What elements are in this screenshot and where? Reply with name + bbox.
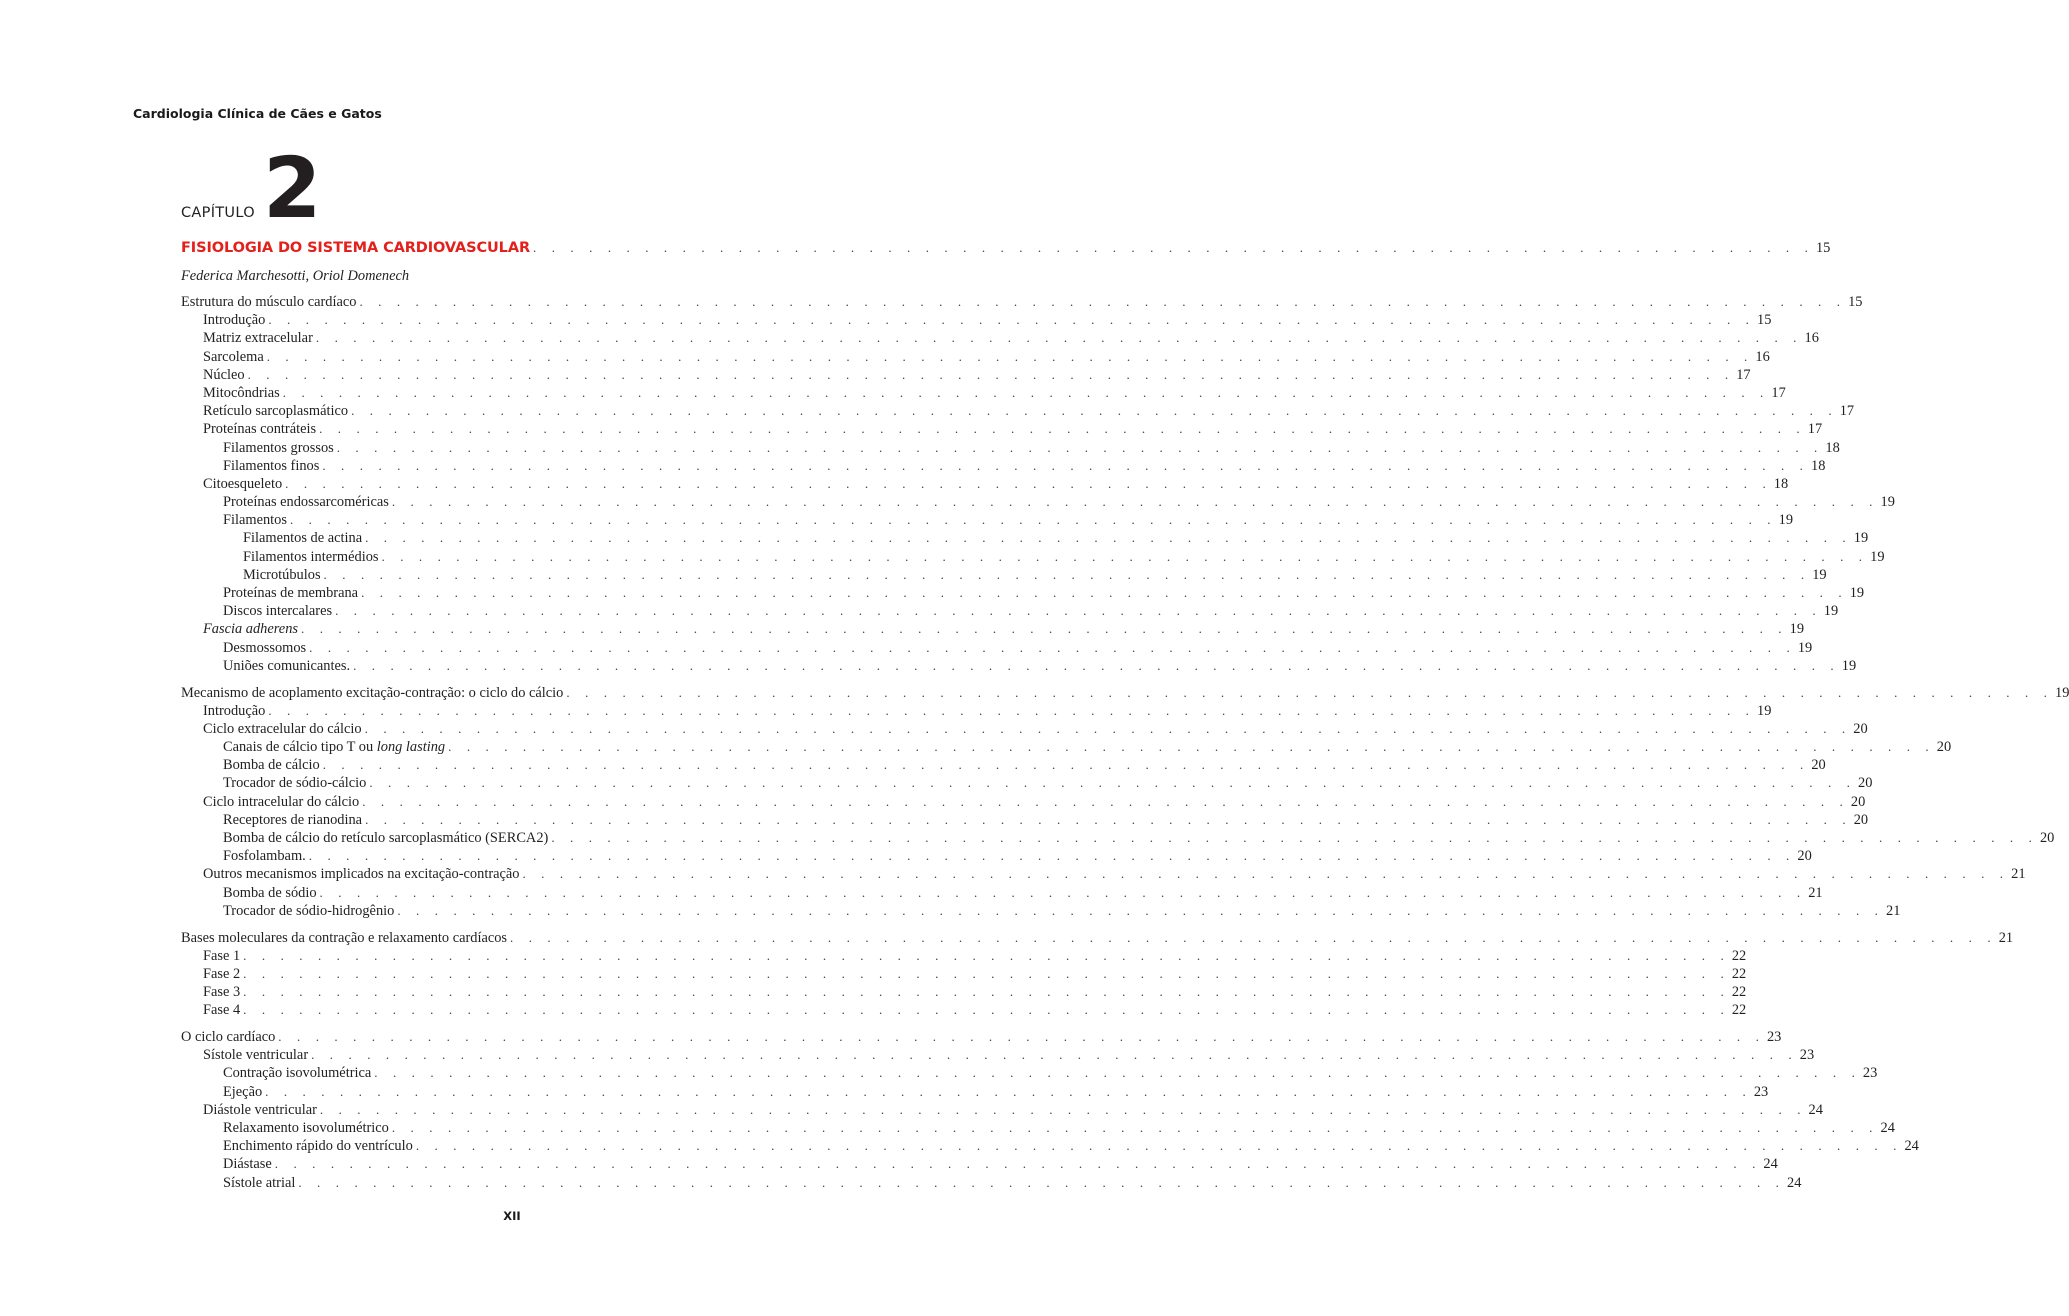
chapter-number: 2 <box>263 139 319 237</box>
toc-entry-title <box>223 1174 295 1192</box>
toc-entry-title <box>223 493 389 511</box>
toc-entry-title <box>223 657 350 675</box>
toc-entry-text: Diástole ventricular <box>203 1101 317 1118</box>
toc-entry-text: Mitocôndrias <box>203 384 280 401</box>
toc-entry-text: Matriz extracelular <box>203 330 313 347</box>
dot-leader: . . . . . . . . . . . . . . . . . . . . . . . . . . . . . . . . . . . . . . . . . . . . . . . . . . . . . . . . . . . . . . . . . . . . . <box>533 240 1814 255</box>
toc-entry-page-number: 23 <box>1862 1065 1878 1082</box>
toc-entry-page-number: 22 <box>1731 965 1747 982</box>
dot-leader: . . . . . . . . . . . . . . . . . . . . . . . . . . . . . . . . . . . . . . . . . . . . . . . . . . . . . . . . . . . . . . . . . . . . . . . . . . . . . . . . <box>335 603 1822 619</box>
toc-entry-title <box>223 639 306 657</box>
toc-entry-text: Introdução <box>203 312 266 329</box>
toc-entry-text: Canais de cálcio tipo T ou <box>223 739 377 756</box>
toc-entry[interactable] <box>181 402 1855 420</box>
toc-entry-title <box>223 1083 262 1101</box>
toc-entry-page-number: 20 <box>1811 757 1826 774</box>
dot-leader: . . . . . . . . . . . . . . . . . . . . . . . . . . . . . . . . . . . . . . . . . . . . . . . . . . . . . . . . . . . . . . . . . . . . . . . . . . . . . . . . <box>243 965 1730 981</box>
toc-entry[interactable] <box>181 1083 1769 1101</box>
running-head: Cardiologia Clínica de Cães e Gatos <box>133 106 382 121</box>
dot-leader: . . . . . . . . . . . . . . . . . . . . . . . . . . . . . . . . . . . . . . . . . . . . . . . . . . . . . . . . . . . . . . . . . . . . . . . . . . . . . . . . <box>351 403 1838 419</box>
toc-entry-text: Trocador de sódio-hidrogênio <box>223 902 395 919</box>
dot-leader: . . . . . . . . . . . . . . . . . . . . . . . . . . . . . . . . . . . . . . . . . . . . . . . . . . . . . . . . . . . . . . . . . . . . . . . . . . . . . . . . <box>362 793 1849 809</box>
dot-leader: . . . . . . . . . . . . . . . . . . . . . . . . . . . . . . . . . . . . . . . . . . . . . . . . . . . . . . . . . . . . . . . . . . . . . . . . . . . . . . . . <box>374 1065 1861 1081</box>
toc-entry-text: Bomba de cálcio <box>223 757 320 774</box>
dot-leader: . . . . . . . . . . . . . . . . . . . . . . . . . . . . . . . . . . . . . . . . . . . . . . . . . . . . . . . . . . . . . . . . . . . . . . . . . . . . . . . . <box>353 657 1840 673</box>
dot-leader: . . . . . . . . . . . . . . . . . . . . . . . . . . . . . . . . . . . . . . . . . . . . . . . . . . . . . . . . . . . . . . . . . . . . . . . . . . . . . . . . <box>322 457 1809 473</box>
toc-entry-text: Proteínas endossarcoméricas <box>223 494 389 511</box>
toc-entry-title <box>223 1064 371 1082</box>
dot-leader: . . . . . . . . . . . . . . . . . . . . . . . . . . . . . . . . . . . . . . . . . . . . . . . . . . . . . . . . . . . . . . . . . . . . . . . . . . . . . . . . <box>551 830 2038 846</box>
dot-leader: . . . . . . . . . . . . . . . . . . . . . . . . . . . . . . . . . . . . . . . . . . . . . . . . . . . . . . . . . . . . . . . . . . . . . . . . . . . . . . . . <box>309 639 1796 655</box>
toc-entry-page-number: 18 <box>1825 439 1840 456</box>
toc-entry-page-number: 19 <box>1849 585 1865 601</box>
toc-entry-page-number: 19 <box>1880 494 1895 511</box>
toc-entry-page-number: 24 <box>1808 1101 1823 1118</box>
toc-entry-page-number: 23 <box>1766 1029 1782 1046</box>
dot-leader: . . . . . . . . . . . . . . . . . . . . . . . . . . . . . . . . . . . . . . . . . . . . . . . . . . . . . . . . . . . . . . . . . . . . . . . . . . . . . . . . <box>336 439 1824 455</box>
toc-entry[interactable] <box>181 1155 1778 1173</box>
toc-entry-title <box>203 366 245 384</box>
toc-entry-title <box>223 811 362 829</box>
dot-leader: . . . . . . . . . . . . . . . . . . . . . . . . . . . . . . . . . . . . . . . . . . . . . . . . . . . . . . . . . . . . . . . . . . . . . . . . . . . . . . . . <box>243 947 1730 963</box>
dot-leader: . . . . . . . . . . . . . . . . . . . . . . . . . . . . . . . . . . . . . . . . . . . . . . . . . . . . . . . . . . . . . . . . . . . . . . . . . . . . . . . . <box>381 548 1869 564</box>
toc-entry-title <box>223 902 394 920</box>
toc-entry-page-number: 18 <box>1773 475 1789 492</box>
toc-entry-page-number: 19 <box>1870 548 1885 565</box>
dot-leader: . . . . . . . . . . . . . . . . . . . . . . . . . . . . . . . . . . . . . . . . . . . . . . . . . . . . . . . . . . . . . . . . . . . . . . . . . . . . . . . . <box>566 684 2054 700</box>
toc-entry[interactable] <box>181 384 1786 402</box>
toc-entry[interactable] <box>181 584 1865 602</box>
toc-entry[interactable] <box>181 329 1819 347</box>
toc-entry-title <box>243 529 362 547</box>
chapter-title-entry[interactable] <box>181 237 1831 259</box>
toc-entry-page-number: 21 <box>2011 866 2026 883</box>
toc-entry-text: Fase 4 <box>203 1002 241 1019</box>
toc-entry-page-number: 17 <box>1771 384 1786 401</box>
toc-entry-title <box>181 293 356 311</box>
dot-leader: . . . . . . . . . . . . . . . . . . . . . . . . . . . . . . . . . . . . . . . . . . . . . . . . . . . . . . . . . . . . . . . . . . . . . . . . . . . . . . . . <box>448 739 1935 755</box>
toc-entry-title <box>203 348 264 366</box>
toc-entry-text: Introdução <box>203 702 266 719</box>
toc-entry-page-number: 23 <box>1799 1047 1815 1064</box>
toc-entry[interactable] <box>181 720 1868 738</box>
toc-entry[interactable] <box>181 420 1823 438</box>
toc-entry-page-number: 19 <box>1789 621 1805 638</box>
toc-entry-text: Proteínas contráteis <box>203 421 317 438</box>
dot-leader: . . . . . . . . . . . . . . . . . . . . . . . . . . . . . . . . . . . . . . . . . . . . . . . . . . . . . . . . . . . . . . . . . . . . . . . . . . . . . . . . <box>369 775 1856 791</box>
toc-entry-text: Fosfolambam. <box>223 848 306 865</box>
toc-entry-title <box>223 884 317 902</box>
toc-entry-text: Outros mecanismos implicados na excitação-contração <box>203 866 520 883</box>
toc-entry[interactable] <box>181 311 1772 329</box>
toc-entry-title <box>181 684 563 702</box>
toc-entry-title <box>223 1155 272 1173</box>
toc-entry[interactable] <box>181 738 1952 756</box>
toc-entry-title <box>203 793 359 811</box>
toc-entry[interactable] <box>181 811 1869 829</box>
dot-leader: . . . . . . . . . . . . . . . . . . . . . . . . . . . . . . . . . . . . . . . . . . . . . . . . . . . . . . . . . . . . . . . . . . . . . . . . . . . . . . . . <box>278 1029 1765 1045</box>
dot-leader: . . . . . . . . . . . . . . . . . . . . . . . . . . . . . . . . . . . . . . . . . . . . . . . . . . . . . . . . . . . . . . . . . . . . . . . . . . . . . . . . <box>415 1138 1903 1154</box>
toc-entry-title <box>181 1028 275 1046</box>
toc-entry[interactable] <box>181 793 1866 811</box>
toc-entry[interactable] <box>181 847 1812 865</box>
table-of-contents <box>181 237 2069 1192</box>
toc-entry-text: Filamentos grossos <box>223 439 334 456</box>
dot-leader: . . . . . . . . . . . . . . . . . . . . . . . . . . . . . . . . . . . . . . . . . . . . . . . . . . . . . . . . . . . . . . . . . . . . . . . . . . . . . . . . <box>319 421 1806 437</box>
dot-leader: . . . . . . . . . . . . . . . . . . . . . . . . . . . . . . . . . . . . . . . . . . . . . . . . . . . . . . . . . . . . . . . . . . . . . . . . . . . . . . . . <box>359 294 1847 309</box>
toc-entry-text: Filamentos intermédios <box>243 548 379 565</box>
toc-entry-page-number: 20 <box>1797 848 1812 865</box>
toc-entry[interactable] <box>181 684 2069 702</box>
dot-leader: . . . . . . . . . . . . . . . . . . . . . . . . . . . . . . . . . . . . . . . . . . . . . . . . . . . . . . . . . . . . . . . . . . . . . . . . . . . . . . . . <box>289 512 1777 528</box>
toc-entry-title <box>223 774 366 792</box>
dot-leader: . . . . . . . . . . . . . . . . . . . . . . . . . . . . . . . . . . . . . . . . . . . . . . . . . . . . . . . . . . . . . . . . . . . . . . . . . . . . . . . . <box>319 884 1807 900</box>
toc-entry-page-number: 20 <box>1936 739 1952 756</box>
dot-leader: . . . . . . . . . . . . . . . . . . . . . . . . . . . . . . . . . . . . . . . . . . . . . . . . . . . . . . . . . . . . . . . . . . . . . . . . . . . . . . . . <box>298 1174 1785 1190</box>
toc-entry[interactable] <box>181 865 2026 883</box>
dot-leader: . . . . . . . . . . . . . . . . . . . . . . . . . . . . . . . . . . . . . . . . . . . . . . . . . . . . . . . . . . . . . . . . . . . . . . . . . . . . . . . . <box>315 330 1803 346</box>
toc-entry-text: Fase 2 <box>203 965 241 982</box>
toc-entry-page-number: 15 <box>1757 312 1772 329</box>
toc-entry-title <box>203 947 240 965</box>
toc-entries <box>181 293 2069 1192</box>
dot-leader: . . . . . . . . . . . . . . . . . . . . . . . . . . . . . . . . . . . . . . . . . . . . . . . . . . . . . . . . . . . . . . . . . . . . . . . . . . . . . . . . <box>285 475 1772 491</box>
toc-entry-text: Ciclo intracelular do cálcio <box>203 793 360 810</box>
toc-entry[interactable] <box>181 1064 1878 1082</box>
toc-entry[interactable] <box>181 774 1873 792</box>
toc-entry[interactable] <box>181 829 2055 847</box>
toc-entry-text: Contração isovolumétrica <box>223 1065 372 1082</box>
toc-entry-text: Ciclo extracelular do cálcio <box>203 720 362 737</box>
toc-entry-italic-text: long lasting <box>376 739 446 756</box>
toc-entry[interactable] <box>181 1137 1919 1155</box>
toc-entry-text: Filamentos finos <box>223 457 320 474</box>
toc-entry-title <box>223 829 548 847</box>
toc-entry-text: Enchimento rápido do ventrículo <box>223 1138 413 1155</box>
toc-entry-title <box>203 1046 308 1064</box>
toc-entry-page-number: 18 <box>1811 457 1826 474</box>
dot-leader: . . . . . . . . . . . . . . . . . . . . . . . . . . . . . . . . . . . . . . . . . . . . . . . . . . . . . . . . . . . . . . . . . . . . . . . . . . . . . . . . <box>266 348 1754 364</box>
toc-entry-text: Estrutura do músculo cardíaco <box>181 294 357 310</box>
toc-entry[interactable] <box>181 983 1747 1001</box>
dot-leader: . . . . . . . . . . . . . . . . . . . . . . . . . . . . . . . . . . . . . . . . . . . . . . . . . . . . . . . . . . . . . . . . . . . . . . . . . . . . . . . . <box>323 566 1811 582</box>
toc-entry-page-number: 16 <box>1804 330 1819 347</box>
toc-entry-title <box>203 1001 240 1019</box>
toc-entry-text: Sístole atrial <box>223 1174 296 1191</box>
toc-entry-page-number: 19 <box>1812 566 1827 583</box>
toc-entry[interactable] <box>181 1001 1747 1019</box>
toc-entry-title <box>203 865 519 883</box>
toc-entry-page-number: 16 <box>1755 348 1770 365</box>
toc-entry-text: Fase 3 <box>203 984 241 1001</box>
toc-entry-page-number: 23 <box>1753 1083 1769 1100</box>
toc-entry-page-number: 20 <box>1853 720 1868 737</box>
dot-leader: . . . . . . . . . . . . . . . . . . . . . . . . . . . . . . . . . . . . . . . . . . . . . . . . . . . . . . . . . . . . . . . . . . . . . . . . . . . . . . . . <box>301 621 1788 637</box>
dot-leader: . . . . . . . . . . . . . . . . . . . . . . . . . . . . . . . . . . . . . . . . . . . . . . . . . . . . . . . . . . . . . . . . . . . . . . . . . . . . . . . . <box>265 1083 1752 1099</box>
toc-entry[interactable] <box>181 1101 1823 1119</box>
toc-entry-page-number: 22 <box>1731 984 1747 1001</box>
dot-leader: . . . . . . . . . . . . . . . . . . . . . . . . . . . . . . . . . . . . . . . . . . . . . . . . . . . . . . . . . . . . . . . . . . . . . . . . . . . . . . . . <box>243 1002 1730 1018</box>
toc-entry[interactable] <box>181 965 1747 983</box>
toc-entry-text: Fascia adherens <box>203 621 298 638</box>
toc-entry-text: Núcleo <box>203 366 245 383</box>
toc-entry[interactable] <box>181 947 1747 965</box>
toc-entry-title <box>243 566 321 584</box>
toc-entry[interactable] <box>181 548 1885 566</box>
dot-leader: . . . . . . . . . . . . . . . . . . . . . . . . . . . . . . . . . . . . . . . . . . . . . . . . . . . . . . . . . . . . . . . . . . . . . . . . . . . . . . . . <box>361 585 1848 600</box>
toc-entry[interactable] <box>181 657 1857 675</box>
toc-entry[interactable] <box>181 756 1826 774</box>
toc-entry-page-number: 17 <box>1736 366 1751 383</box>
dot-leader: . . . . . . . . . . . . . . . . . . . . . . . . . . . . . . . . . . . . . . . . . . . . . . . . . . . . . . . . . . . . . . . . . . . . . . . . . . . . . . . . <box>311 1047 1798 1063</box>
dot-leader: . . . . . . . . . . . . . . . . . . . . . . . . . . . . . . . . . . . . . . . . . . . . . . . . . . . . . . . . . . . . . . . . . . . . . . . . . . . . . . . . <box>391 1120 1879 1136</box>
toc-entry[interactable] <box>181 702 1772 720</box>
toc-entry-text: Retículo sarcoplasmático <box>203 403 349 420</box>
toc-entry-text: Desmossomos <box>223 639 307 656</box>
toc-entry-text: Sarcolema <box>203 348 264 365</box>
toc-entry-title <box>223 847 306 865</box>
toc-entry-page-number: 19 <box>1823 603 1839 620</box>
dot-leader: . . . . . . . . . . . . . . . . . . . . . . . . . . . . . . . . . . . . . . . . . . . . . . . . . . . . . . . . . . . . . . . . . . . . . . . . . . . . . . . . <box>268 702 1755 718</box>
toc-entry-text: Relaxamento isovolumétrico <box>223 1120 389 1137</box>
toc-entry-text: Receptores de rianodina <box>223 811 363 828</box>
toc-entry-title <box>181 929 507 947</box>
dot-leader: . . . . . . . . . . . . . . . . . . . . . . . . . . . . . . . . . . . . . . . . . . . . . . . . . . . . . . . . . . . . . . . . . . . . . . . . . . . . . . . . <box>268 312 1755 328</box>
toc-entry-page-number: 19 <box>1778 512 1794 529</box>
toc-entry-title <box>203 420 316 438</box>
toc-entry[interactable] <box>181 1119 1895 1137</box>
toc-entry-title <box>203 702 265 720</box>
toc-entry-text: Fase 1 <box>203 947 241 964</box>
toc-entry-page-number: 22 <box>1731 1002 1747 1019</box>
toc-entry-title <box>223 584 358 602</box>
dot-leader: . . . . . . . . . . . . . . . . . . . . . . . . . . . . . . . . . . . . . . . . . . . . . . . . . . . . . . . . . . . . . . . . . . . . . . . . . . . . . . . . <box>397 902 1884 918</box>
toc-entry[interactable] <box>181 566 1827 584</box>
toc-entry-page-number: 20 <box>2039 830 2055 847</box>
toc-entry-text: Microtúbulos <box>243 566 321 583</box>
toc-entry-page-number: 17 <box>1807 421 1823 438</box>
toc-entry-title <box>223 511 287 529</box>
toc-entry-page-number: 22 <box>1731 947 1747 964</box>
toc-entry-title <box>203 965 240 983</box>
toc-entry-page-number: 15 <box>1848 294 1863 310</box>
toc-entry[interactable] <box>181 620 1805 638</box>
toc-entry-title <box>223 738 445 756</box>
toc-entry-text: Sístole ventricular <box>203 1047 309 1064</box>
toc-entry[interactable] <box>181 1174 1802 1192</box>
dot-leader: . . . . . . . . . . . . . . . . . . . . . . . . . . . . . . . . . . . . . . . . . . . . . . . . . . . . . . . . . . . . . . . . . . . . . . . . . . . . . . . . <box>522 866 2010 882</box>
dot-leader: . . . . . . . . . . . . . . . . . . . . . . . . . . . . . . . . . . . . . . . . . . . . . . . . . . . . . . . . . . . . . . . . . . . . . . . . . . . . . . . . <box>282 384 1770 400</box>
toc-entry-title <box>203 1101 317 1119</box>
dot-leader: . . . . . . . . . . . . . . . . . . . . . . . . . . . . . . . . . . . . . . . . . . . . . . . . . . . . . . . . . . . . . . . . . . . . . . . . . . . . . . . . <box>365 811 1852 827</box>
toc-entry-title <box>203 329 313 347</box>
dot-leader: . . . . . . . . . . . . . . . . . . . . . . . . . . . . . . . . . . . . . . . . . . . . . . . . . . . . . . . . . . . . . . . . . . . . . . . . . . . . . . . . <box>365 530 1852 546</box>
toc-entry[interactable] <box>181 884 1823 902</box>
toc-entry-page-number: 24 <box>1904 1138 1919 1155</box>
dot-leader: . . . . . . . . . . . . . . . . . . . . . . . . . . . . . . . . . . . . . . . . . . . . . . . . . . . . . . . . . . . . . . . . . . . . . . . . . . . . . . . . <box>247 366 1735 382</box>
toc-entry-page-number: 24 <box>1880 1120 1895 1137</box>
toc-entry[interactable] <box>181 602 1839 620</box>
toc-entry-text: Filamentos de actina <box>243 530 363 547</box>
toc-entry-text: Trocador de sódio-cálcio <box>223 775 367 792</box>
dot-leader: . . . . . . . . . . . . . . . . . . . . . . . . . . . . . . . . . . . . . . . . . . . . . . . . . . . . . . . . . . . . . . . . . . . . . . . . . . . . . . . . <box>322 757 1810 773</box>
toc-entry-text: O ciclo cardíaco <box>181 1029 276 1046</box>
toc-entry-text: Bomba de cálcio do retículo sarcoplasmático (SERCA2) <box>223 830 549 847</box>
toc-entry-page-number: 19 <box>1757 702 1772 719</box>
toc-entry-page-number: 20 <box>1850 793 1866 810</box>
toc-entry-text: Proteínas de membrana <box>223 585 359 601</box>
toc-entry-title <box>203 720 362 738</box>
toc-entry-title <box>243 548 379 566</box>
chapter-authors: Federica Marchesotti, Oriol Domenech <box>181 268 410 284</box>
toc-entry-text: Citoesqueleto <box>203 475 283 492</box>
toc-entry[interactable] <box>181 293 1863 311</box>
toc-entry[interactable] <box>181 475 1789 493</box>
dot-leader: . . . . . . . . . . . . . . . . . . . . . . . . . . . . . . . . . . . . . . . . . . . . . . . . . . . . . . . . . . . . . . . . . . . . . . . . . . . . . . . . <box>243 984 1730 1000</box>
toc-entry-page-number: 21 <box>1886 902 1901 919</box>
dot-leader: . . . . . . . . . . . . . . . . . . . . . . . . . . . . . . . . . . . . . . . . . . . . . . . . . . . . . . . . . . . . . . . . . . . . . . . . . . . . . . . . <box>308 848 1796 864</box>
dot-leader: . . . . . . . . . . . . . . . . . . . . . . . . . . . . . . . . . . . . . . . . . . . . . . . . . . . . . . . . . . . . . . . . . . . . . . . . . . . . . . . . <box>391 494 1879 510</box>
dot-leader: . . . . . . . . . . . . . . . . . . . . . . . . . . . . . . . . . . . . . . . . . . . . . . . . . . . . . . . . . . . . . . . . . . . . . . . . . . . . . . . . <box>319 1101 1807 1117</box>
toc-entry[interactable] <box>181 1046 1815 1064</box>
toc-entry[interactable] <box>181 348 1770 366</box>
toc-entry[interactable] <box>181 529 1869 547</box>
dot-leader: . . . . . . . . . . . . . . . . . . . . . . . . . . . . . . . . . . . . . . . . . . . . . . . . . . . . . . . . . . . . . . . . . . . . . . . . . . . . . . . . <box>274 1156 1762 1172</box>
toc-entry[interactable] <box>181 639 1813 657</box>
toc-entry[interactable] <box>181 366 1751 384</box>
toc-entry-title <box>223 457 319 475</box>
toc-entry-text: Uniões comunicantes. <box>223 657 351 674</box>
toc-entry-title <box>223 439 334 457</box>
toc-entry-text: Bases moleculares da contração e relaxamento cardíacos <box>181 929 508 946</box>
toc-entry-title <box>203 402 348 420</box>
toc-entry-page-number: 19 <box>1797 639 1813 656</box>
toc-entry-page-number: 24 <box>1763 1156 1778 1173</box>
toc-entry-page-number: 20 <box>1853 811 1869 828</box>
toc-entry-title <box>203 311 265 329</box>
toc-entry-page-number: 19 <box>1853 530 1869 547</box>
toc-entry-text: Filamentos <box>223 512 287 529</box>
toc-entry[interactable] <box>181 1028 1782 1046</box>
toc-entry-title <box>223 756 320 774</box>
toc-entry[interactable] <box>181 511 1794 529</box>
toc-entry[interactable] <box>181 439 1840 457</box>
dot-leader: . . . . . . . . . . . . . . . . . . . . . . . . . . . . . . . . . . . . . . . . . . . . . . . . . . . . . . . . . . . . . . . . . . . . . . . . . . . . . . . . <box>510 929 1997 945</box>
chapter-page-number: 15 <box>1815 240 1831 256</box>
toc-entry[interactable] <box>181 493 1895 511</box>
toc-entry-title <box>223 1137 413 1155</box>
toc-entry[interactable] <box>181 902 1901 920</box>
dot-leader: . . . . . . . . . . . . . . . . . . . . . . . . . . . . . . . . . . . . . . . . . . . . . . . . . . . . . . . . . . . . . . . . . . . . . . . . . . . . . . . . <box>364 720 1852 736</box>
toc-entry-title <box>223 602 332 620</box>
toc-entry[interactable] <box>181 457 1826 475</box>
chapter-label: CAPÍTULO <box>181 205 255 221</box>
toc-entry-title <box>203 620 298 638</box>
toc-entry-text: Mecanismo de acoplamento excitação-contração: o ciclo do cálcio <box>181 684 564 701</box>
toc-entry-page-number: 19 <box>1841 657 1857 674</box>
page-folio: XII <box>503 1209 521 1223</box>
toc-entry-page-number: 21 <box>1998 929 2014 946</box>
toc-entry-text: Ejeção <box>223 1083 263 1100</box>
toc-entry[interactable] <box>181 929 2014 947</box>
chapter-title: FISIOLOGIA DO SISTEMA CARDIOVASCULAR <box>181 240 531 256</box>
toc-entry-title <box>203 983 240 1001</box>
toc-entry-text: Diástase <box>223 1156 272 1173</box>
toc-entry-page-number: 20 <box>1858 775 1873 792</box>
toc-entry-page-number: 19 <box>2055 684 2069 701</box>
toc-entry-page-number: 17 <box>1839 403 1855 420</box>
toc-entry-title <box>223 1119 389 1137</box>
toc-entry-text: Discos intercalares <box>223 603 333 620</box>
toc-entry-title <box>203 384 280 402</box>
toc-entry-text: Bomba de sódio <box>223 884 317 901</box>
toc-entry-page-number: 21 <box>1808 884 1823 901</box>
toc-entry-title <box>203 475 282 493</box>
toc-entry-page-number: 24 <box>1787 1174 1802 1191</box>
